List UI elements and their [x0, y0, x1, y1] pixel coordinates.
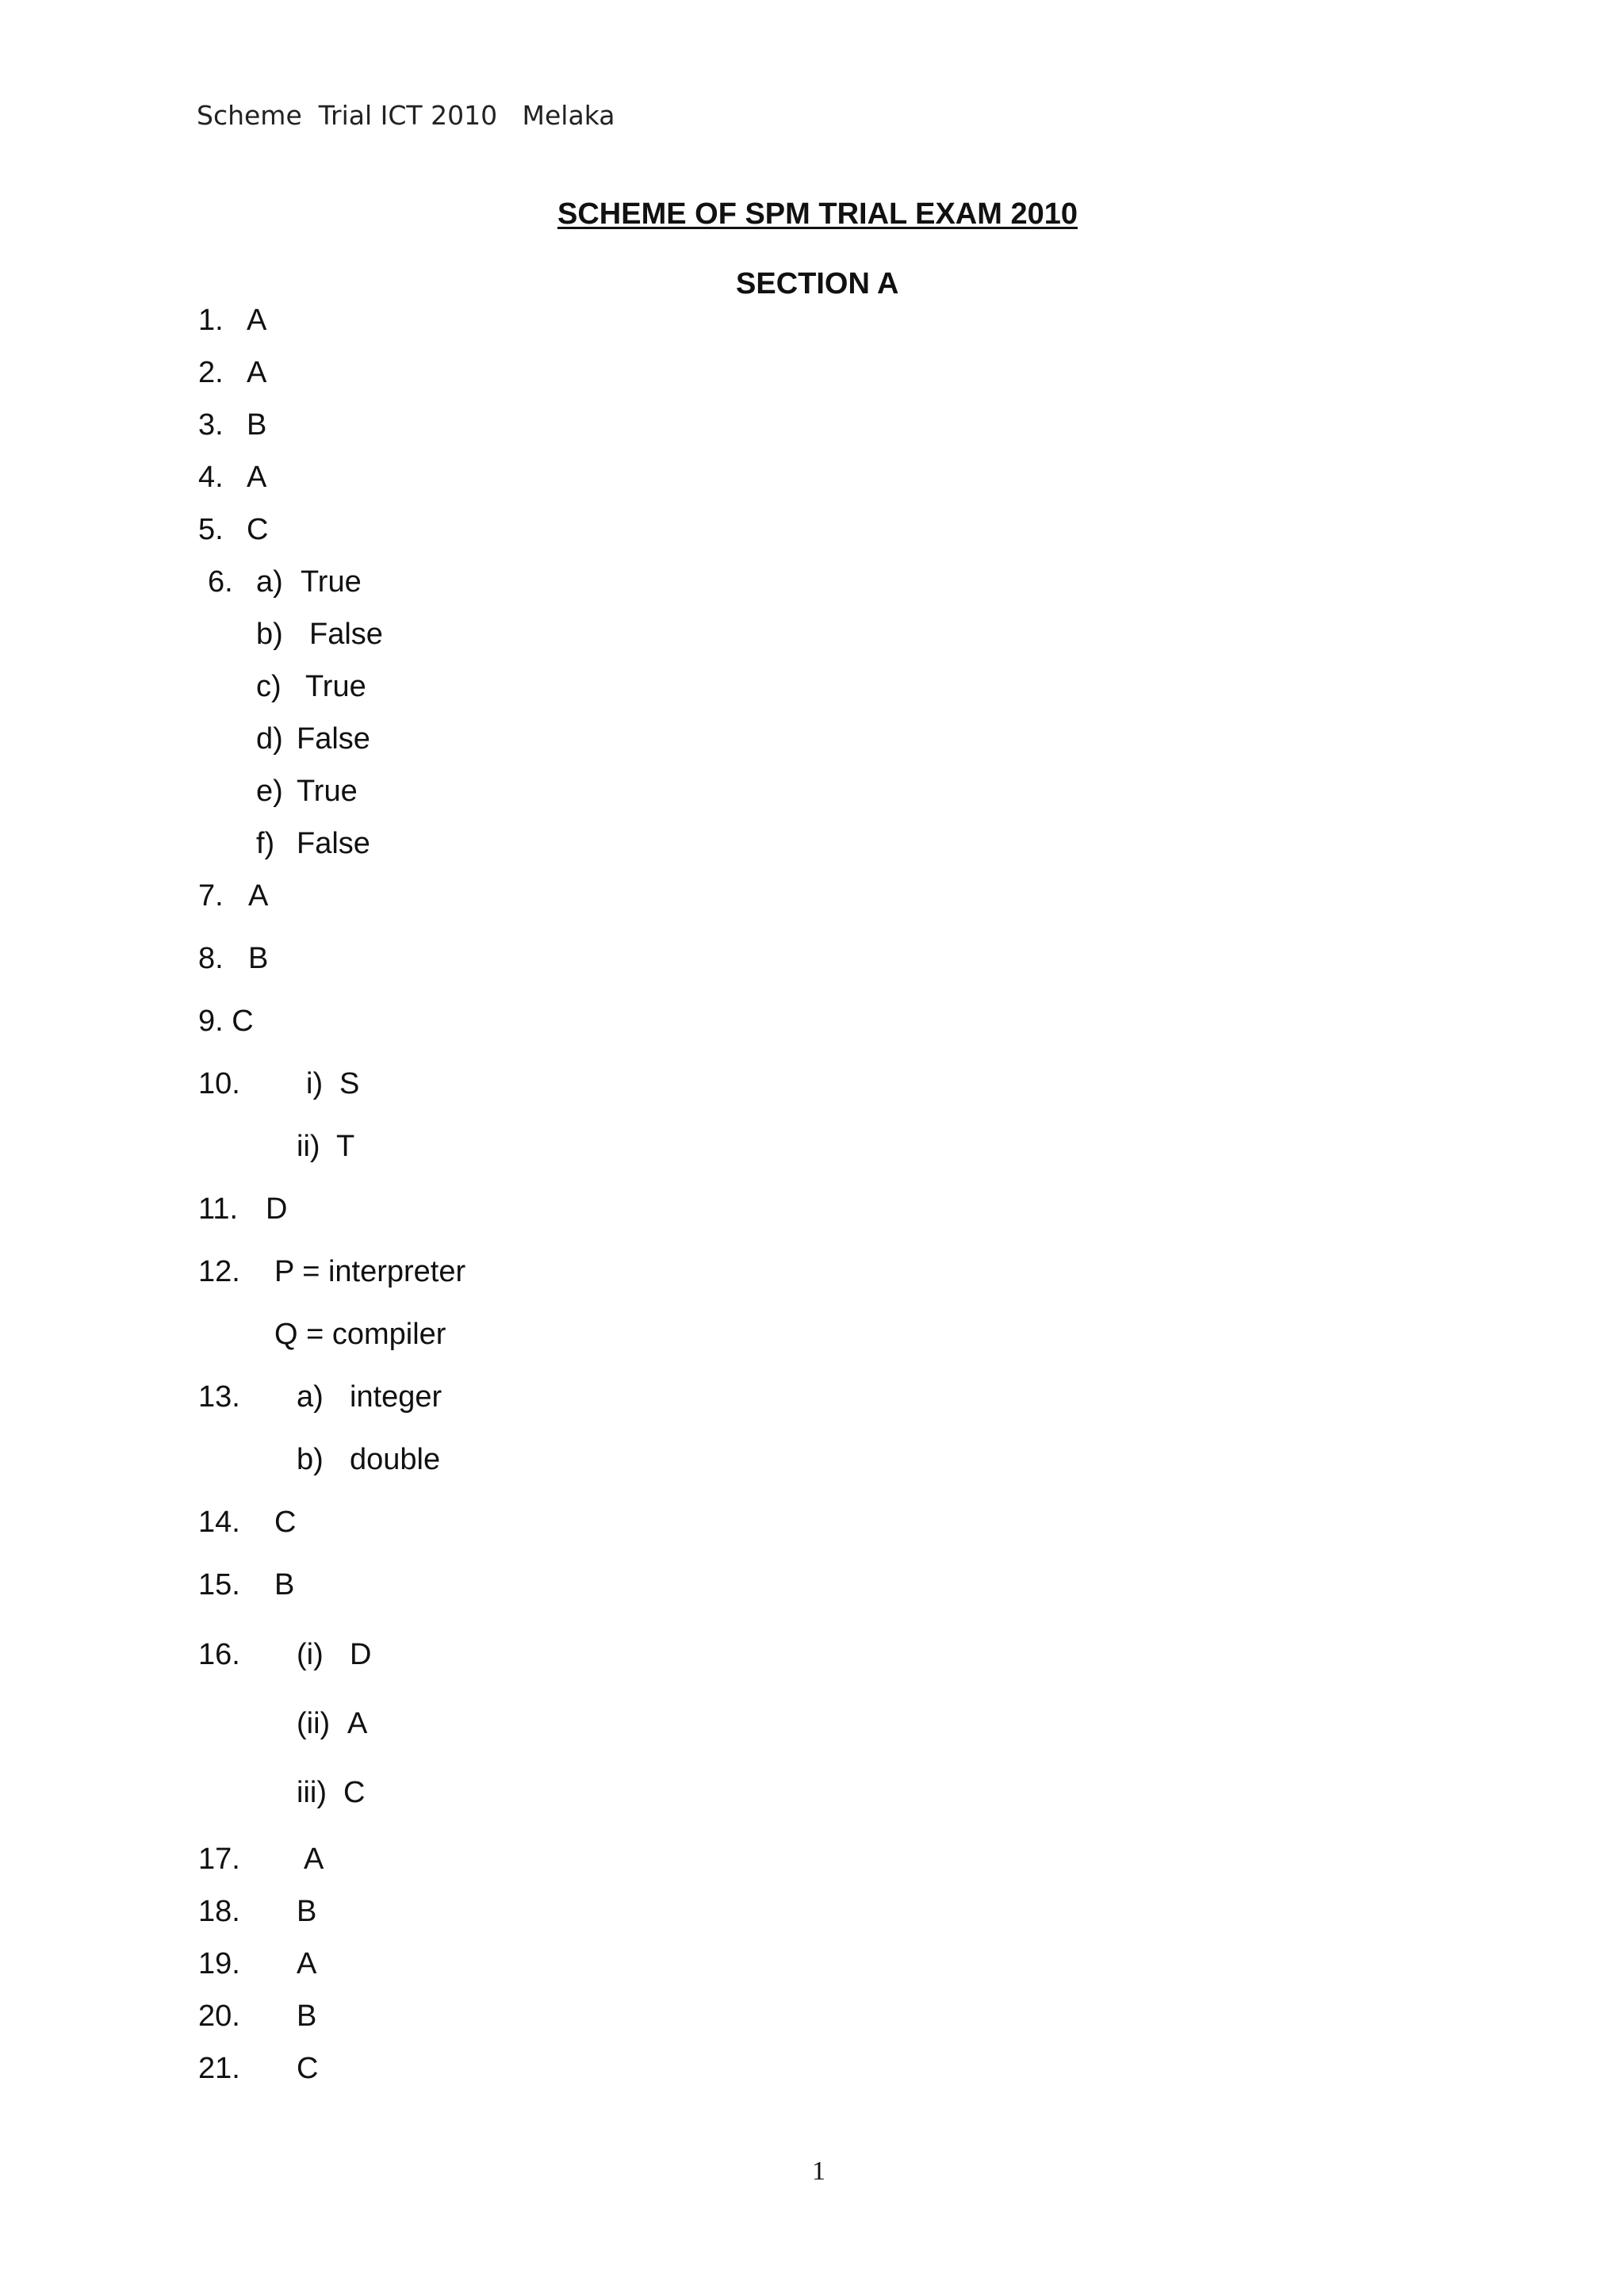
- answer-value: A: [247, 304, 267, 337]
- answer-number: 11.: [198, 1192, 239, 1226]
- answer-value: integer: [350, 1380, 442, 1414]
- answer-value: False: [309, 618, 383, 651]
- answer-value: A: [247, 461, 267, 494]
- answer-value: B: [247, 408, 267, 442]
- sub-label: c): [256, 670, 282, 703]
- section-heading: SECTION A: [736, 267, 899, 300]
- answer-number: 6.: [208, 565, 233, 599]
- answer-number: 17.: [198, 1843, 240, 1876]
- answer-value: B: [297, 1999, 317, 2033]
- answer-value: A: [304, 1843, 324, 1876]
- answer-value: C: [297, 2052, 319, 2085]
- answer-number: 15.: [198, 1568, 240, 1601]
- answer-value: True: [305, 670, 366, 703]
- running-header: Scheme Trial ICT 2010 Melaka: [197, 100, 615, 131]
- answer-number: 9. C: [198, 1004, 254, 1038]
- answer-value: D: [266, 1192, 288, 1226]
- answer-value: B: [297, 1895, 317, 1928]
- answer-value: A: [297, 1947, 317, 1980]
- answer-number: 1.: [198, 304, 224, 337]
- sub-label: b): [297, 1443, 324, 1476]
- sub-label: e): [256, 775, 283, 808]
- answer-value: D: [350, 1638, 372, 1671]
- page-number: 1: [812, 2156, 825, 2186]
- sub-label: f): [256, 827, 275, 860]
- answer-number: 14.: [198, 1506, 240, 1539]
- sub-label: d): [256, 722, 283, 756]
- answer-number: 5.: [198, 513, 224, 546]
- answer-value: C: [343, 1776, 366, 1809]
- answer-value: B: [248, 942, 269, 975]
- sub-label: (ii): [297, 1707, 331, 1740]
- answer-number: 12.: [198, 1255, 240, 1288]
- answer-number: 7.: [198, 879, 224, 913]
- document-title: SCHEME OF SPM TRIAL EXAM 2010: [557, 197, 1078, 231]
- sub-label: a): [256, 565, 283, 599]
- answer-number: 2.: [198, 356, 224, 389]
- sub-label: (i): [297, 1638, 324, 1671]
- answer-number: 19.: [198, 1947, 240, 1980]
- answer-value: T: [336, 1130, 355, 1163]
- sub-label: a): [297, 1380, 324, 1414]
- answer-value: A: [248, 879, 269, 913]
- answer-value: False: [297, 827, 370, 860]
- answer-number: 20.: [198, 1999, 240, 2033]
- answer-value: S: [339, 1067, 360, 1100]
- answer-value: B: [274, 1568, 295, 1601]
- answer-value: P = interpreter: [274, 1255, 466, 1288]
- answer-number: 13.: [198, 1380, 240, 1414]
- answer-value: double: [350, 1443, 441, 1476]
- answer-number: 10.: [198, 1067, 240, 1100]
- sub-label: iii): [297, 1776, 327, 1809]
- answer-value: Q = compiler: [274, 1318, 446, 1351]
- sub-label: i): [306, 1067, 324, 1100]
- answer-value: A: [347, 1707, 368, 1740]
- answer-number: 3.: [198, 408, 224, 442]
- answer-value: True: [297, 775, 358, 808]
- answer-value: False: [297, 722, 370, 756]
- answer-number: 21.: [198, 2052, 240, 2085]
- sub-label: ii): [297, 1130, 320, 1163]
- answer-number: 8.: [198, 942, 224, 975]
- sub-label: b): [256, 618, 283, 651]
- answer-value: A: [247, 356, 267, 389]
- answer-number: 16.: [198, 1638, 240, 1671]
- answer-number: 18.: [198, 1895, 240, 1928]
- answer-value: C: [274, 1506, 297, 1539]
- answer-value: True: [301, 565, 362, 599]
- answer-number: 4.: [198, 461, 224, 494]
- answer-value: C: [247, 513, 269, 546]
